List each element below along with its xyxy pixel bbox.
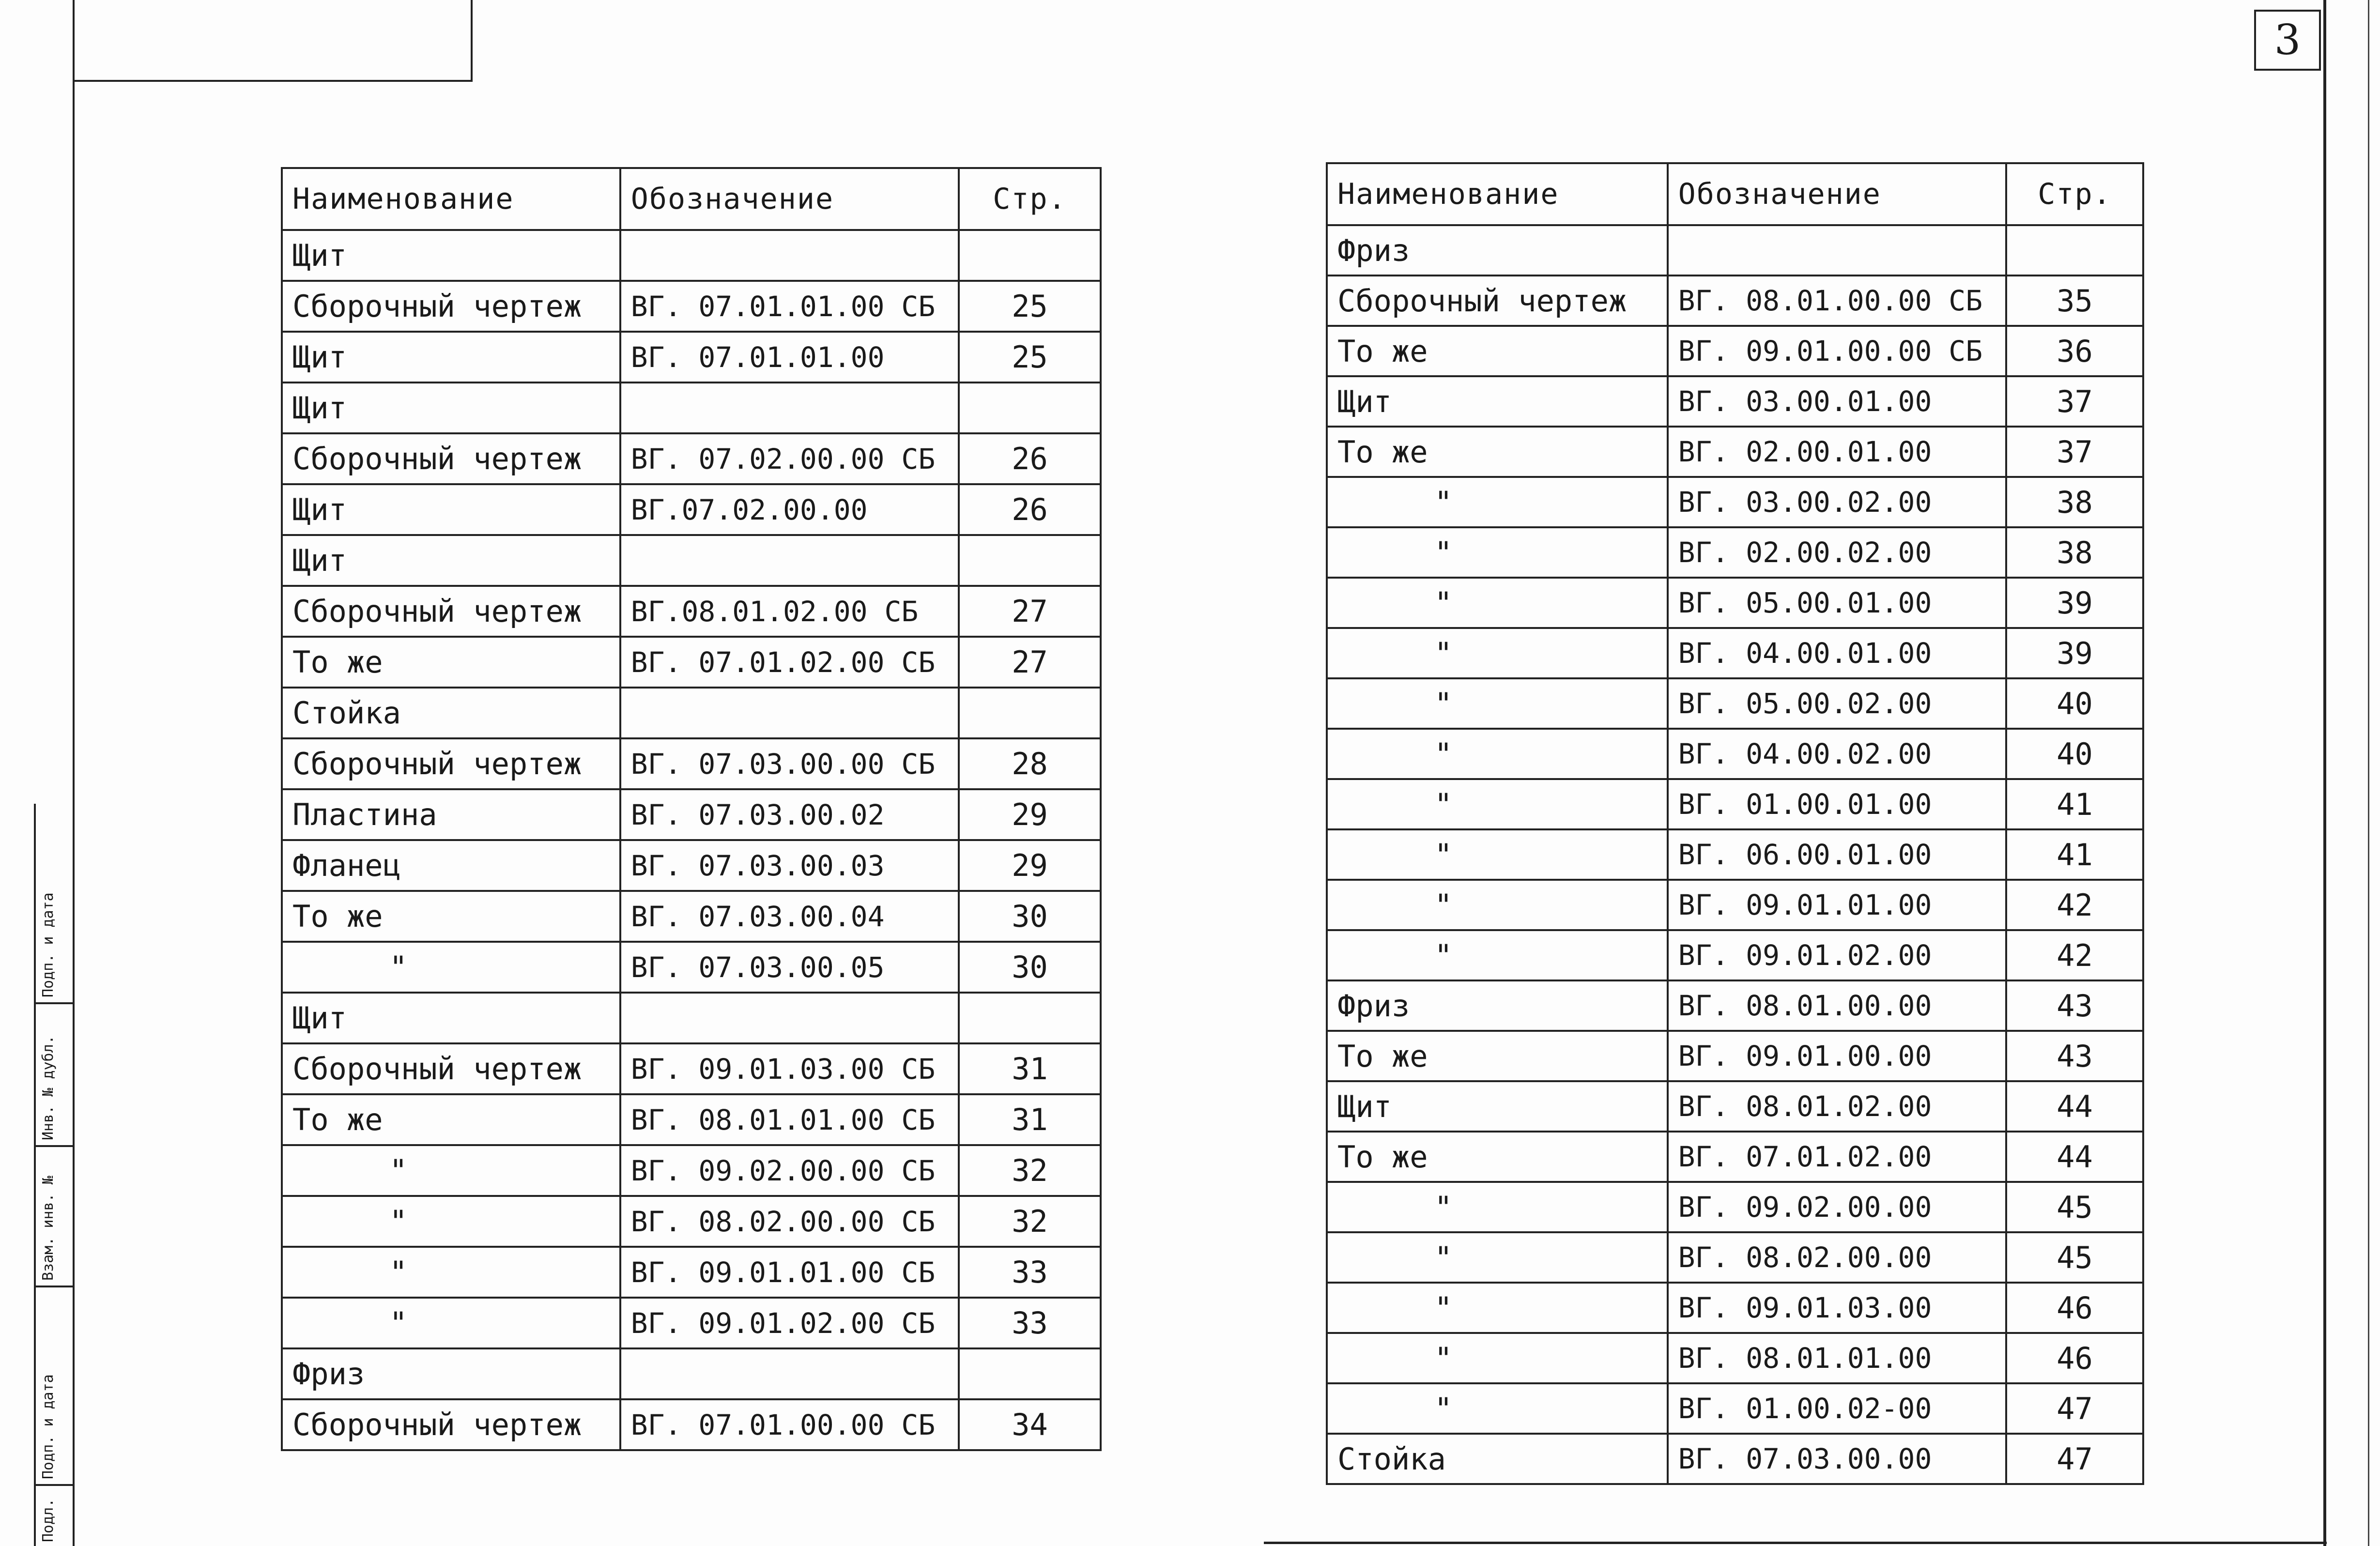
row-designation: ВГ. 09.01.00.00 СБ (1668, 326, 2006, 376)
row-page: 37 (2006, 376, 2143, 427)
row-designation: ВГ. 05.00.02.00 (1668, 678, 2006, 729)
row-designation: ВГ. 02.00.01.00 (1668, 427, 2006, 477)
table-row (282, 586, 1101, 637)
row-name: То же (1327, 326, 1668, 376)
row-name: Щит (282, 535, 620, 586)
row-designation: ВГ. 08.01.00.00 СБ (1668, 276, 2006, 326)
frame-bottom-border (1264, 1542, 2327, 1544)
row-designation: ВГ. 09.01.00.00 (1668, 1031, 2006, 1081)
row-name: Стойка (282, 688, 620, 738)
row-page: 38 (2006, 477, 2143, 527)
table-row (1327, 729, 2143, 779)
row-page: 39 (2006, 628, 2143, 678)
table-row (1327, 1232, 2143, 1283)
row-designation: ВГ. 09.02.00.00 (1668, 1182, 2006, 1232)
table-row (1327, 1283, 2143, 1333)
column-header-designation: Обозначение (620, 168, 959, 230)
table-row (282, 738, 1101, 789)
row-designation: ВГ.07.02.00.00 (620, 484, 959, 535)
row-name: Пластина (282, 789, 620, 840)
row-page (959, 688, 1101, 738)
row-designation: ВГ. 07.01.01.00 (620, 332, 959, 383)
table-row (282, 688, 1101, 738)
row-designation: ВГ. 09.01.01.00 (1668, 880, 2006, 930)
row-name: " (1327, 1333, 1668, 1383)
table-row (1327, 980, 2143, 1031)
row-name: " (282, 942, 620, 993)
row-page: 46 (2006, 1283, 2143, 1333)
row-designation (1668, 225, 2006, 276)
row-designation (620, 383, 959, 433)
table-row (282, 1145, 1101, 1196)
stamp-label: Подл. (40, 1498, 57, 1542)
row-name: Щит (282, 383, 620, 433)
row-designation: ВГ. 09.01.03.00 СБ (620, 1043, 959, 1094)
table-header-row (1327, 163, 2143, 225)
row-page: 47 (2006, 1434, 2143, 1484)
row-designation: ВГ. 08.01.02.00 (1668, 1081, 2006, 1132)
row-name: Щит (282, 484, 620, 535)
row-designation: ВГ. 07.03.00.00 СБ (620, 738, 959, 789)
row-page: 34 (959, 1399, 1101, 1450)
page-number: 3 (2254, 10, 2321, 71)
table-row (1327, 1081, 2143, 1132)
stamp-column (34, 804, 75, 1546)
row-page: 40 (2006, 678, 2143, 729)
row-name: Стойка (1327, 1434, 1668, 1484)
row-page: 41 (2006, 779, 2143, 829)
column-header-designation: Обозначение (1668, 163, 2006, 225)
row-page (959, 535, 1101, 586)
row-name: " (282, 1145, 620, 1196)
row-designation: ВГ. 08.02.00.00 СБ (620, 1196, 959, 1247)
row-designation: ВГ. 04.00.01.00 (1668, 628, 2006, 678)
column-header-name: Наименование (1327, 163, 1668, 225)
stamp-cell (36, 1484, 75, 1546)
row-designation: ВГ. 03.00.02.00 (1668, 477, 2006, 527)
row-designation (620, 688, 959, 738)
sheet-edge (2368, 0, 2369, 1546)
row-name: " (1327, 829, 1668, 880)
row-designation: ВГ. 09.02.00.00 СБ (620, 1145, 959, 1196)
row-name: " (1327, 729, 1668, 779)
table-row (282, 1094, 1101, 1145)
row-name: Фриз (282, 1348, 620, 1399)
row-name: То же (1327, 1031, 1668, 1081)
stamp-label: Подп. и дата (40, 1374, 57, 1479)
row-page: 29 (959, 840, 1101, 891)
row-name: " (1327, 779, 1668, 829)
row-name: Сборочный чертеж (282, 281, 620, 332)
table-row (1327, 1434, 2143, 1484)
table-row (1327, 477, 2143, 527)
row-designation: ВГ. 07.01.02.00 СБ (620, 637, 959, 688)
row-page (959, 230, 1101, 281)
row-designation: ВГ. 07.03.00.04 (620, 891, 959, 942)
table-row (282, 1298, 1101, 1348)
row-name: " (1327, 1232, 1668, 1283)
row-name: То же (282, 1094, 620, 1145)
table-row (282, 1247, 1101, 1298)
table-row (282, 891, 1101, 942)
row-name: Сборочный чертеж (282, 586, 620, 637)
row-page: 31 (959, 1043, 1101, 1094)
row-name: Сборочный чертеж (282, 1399, 620, 1450)
table-row (282, 433, 1101, 484)
row-designation: ВГ. 07.03.00.00 (1668, 1434, 2006, 1484)
row-name: " (1327, 1383, 1668, 1434)
row-page: 30 (959, 891, 1101, 942)
row-designation: ВГ. 07.02.00.00 СБ (620, 433, 959, 484)
row-designation: ВГ. 08.01.00.00 (1668, 980, 2006, 1031)
row-name: То же (282, 637, 620, 688)
row-page (959, 383, 1101, 433)
row-name: Фланец (282, 840, 620, 891)
row-name: " (1327, 930, 1668, 980)
row-page: 45 (2006, 1232, 2143, 1283)
table-row (1327, 779, 2143, 829)
table-row (1327, 1031, 2143, 1081)
row-designation (620, 1348, 959, 1399)
table-row (1327, 628, 2143, 678)
row-name: Щит (282, 230, 620, 281)
row-designation: ВГ. 06.00.01.00 (1668, 829, 2006, 880)
row-page: 32 (959, 1196, 1101, 1247)
table-row (282, 993, 1101, 1043)
row-designation: ВГ. 07.01.02.00 (1668, 1132, 2006, 1182)
table-row (1327, 1333, 2143, 1383)
row-name: " (282, 1247, 620, 1298)
row-designation: ВГ. 09.01.03.00 (1668, 1283, 2006, 1333)
contents-table-right (1326, 162, 2144, 1485)
table-row (1327, 930, 2143, 980)
table-row (1327, 427, 2143, 477)
row-name: То же (282, 891, 620, 942)
row-name: Сборочный чертеж (282, 1043, 620, 1094)
row-name: Сборочный чертеж (1327, 276, 1668, 326)
table-row (282, 1196, 1101, 1247)
row-designation: ВГ. 08.02.00.00 (1668, 1232, 2006, 1283)
row-name: Фриз (1327, 225, 1668, 276)
row-page: 39 (2006, 578, 2143, 628)
column-header-page: Стр. (959, 168, 1101, 230)
stamp-label: Инв. № дубл. (40, 1035, 57, 1140)
row-designation: ВГ. 05.00.01.00 (1668, 578, 2006, 628)
row-page: 47 (2006, 1383, 2143, 1434)
row-name: " (1327, 527, 1668, 578)
row-page: 44 (2006, 1081, 2143, 1132)
row-designation: ВГ. 03.00.01.00 (1668, 376, 2006, 427)
table-row (1327, 880, 2143, 930)
table-row (1327, 1132, 2143, 1182)
row-page (959, 1348, 1101, 1399)
table-row (1327, 376, 2143, 427)
row-page: 35 (2006, 276, 2143, 326)
row-name: " (1327, 1283, 1668, 1333)
row-name: " (1327, 477, 1668, 527)
row-designation: ВГ.08.01.02.00 СБ (620, 586, 959, 637)
row-page: 28 (959, 738, 1101, 789)
table-row (1327, 326, 2143, 376)
column-header-page: Стр. (2006, 163, 2143, 225)
row-name: Фриз (1327, 980, 1668, 1031)
stamp-cell (36, 804, 75, 1004)
table-row (1327, 678, 2143, 729)
row-name: Щит (1327, 376, 1668, 427)
side-stamp (0, 804, 75, 1546)
row-designation: ВГ. 07.01.01.00 СБ (620, 281, 959, 332)
row-designation (620, 993, 959, 1043)
table-row (282, 535, 1101, 586)
row-page: 31 (959, 1094, 1101, 1145)
row-page: 27 (959, 637, 1101, 688)
table-row (282, 332, 1101, 383)
table-row (1327, 225, 2143, 276)
row-designation: ВГ. 01.00.02-00 (1668, 1383, 2006, 1434)
row-designation: ВГ. 07.03.00.03 (620, 840, 959, 891)
row-page: 46 (2006, 1333, 2143, 1383)
top-left-corner-box (74, 0, 473, 82)
table-header-row (282, 168, 1101, 230)
table-row (282, 1043, 1101, 1094)
row-name: " (1327, 578, 1668, 628)
row-designation (620, 230, 959, 281)
row-page: 25 (959, 332, 1101, 383)
row-designation: ВГ. 08.01.01.00 СБ (620, 1094, 959, 1145)
row-designation: ВГ. 09.01.01.00 СБ (620, 1247, 959, 1298)
row-name: То же (1327, 1132, 1668, 1182)
table-row (1327, 578, 2143, 628)
row-name: " (1327, 678, 1668, 729)
table-row (282, 1399, 1101, 1450)
table-row (1327, 276, 2143, 326)
row-designation: ВГ. 09.01.02.00 СБ (620, 1298, 959, 1348)
stamp-label: Взам. инв. № (40, 1176, 57, 1281)
row-page: 42 (2006, 880, 2143, 930)
row-page: 37 (2006, 427, 2143, 477)
row-designation: ВГ. 07.03.00.05 (620, 942, 959, 993)
row-page: 30 (959, 942, 1101, 993)
row-page: 33 (959, 1247, 1101, 1298)
row-name: Сборочный чертеж (282, 433, 620, 484)
row-page: 42 (2006, 930, 2143, 980)
row-page: 43 (2006, 1031, 2143, 1081)
row-page: 26 (959, 484, 1101, 535)
row-designation: ВГ. 01.00.01.00 (1668, 779, 2006, 829)
row-name: " (1327, 628, 1668, 678)
table-row (1327, 527, 2143, 578)
contents-table-left (281, 167, 1102, 1451)
row-name: " (1327, 880, 1668, 930)
row-page: 40 (2006, 729, 2143, 779)
table-row (282, 230, 1101, 281)
row-page: 38 (2006, 527, 2143, 578)
row-page: 41 (2006, 829, 2143, 880)
table-row (282, 637, 1101, 688)
table-row (1327, 1383, 2143, 1434)
row-page (959, 993, 1101, 1043)
row-name: Щит (282, 332, 620, 383)
table-row (1327, 1182, 2143, 1232)
stamp-cell (36, 1286, 75, 1486)
row-name: Щит (282, 993, 620, 1043)
row-name: Щит (1327, 1081, 1668, 1132)
frame-right-border (2323, 0, 2326, 1546)
table-row (282, 1348, 1101, 1399)
row-name: " (1327, 1182, 1668, 1232)
table-row (282, 942, 1101, 993)
row-name: То же (1327, 427, 1668, 477)
row-designation: ВГ. 07.03.00.02 (620, 789, 959, 840)
row-page (2006, 225, 2143, 276)
row-page: 32 (959, 1145, 1101, 1196)
stamp-cell (36, 1145, 75, 1287)
row-designation: ВГ. 04.00.02.00 (1668, 729, 2006, 779)
row-designation: ВГ. 08.01.01.00 (1668, 1333, 2006, 1383)
table-row (1327, 829, 2143, 880)
row-page: 43 (2006, 980, 2143, 1031)
table-row (282, 383, 1101, 433)
table-row (282, 789, 1101, 840)
row-name: " (282, 1298, 620, 1348)
row-page: 27 (959, 586, 1101, 637)
row-page: 29 (959, 789, 1101, 840)
row-designation: ВГ. 02.00.02.00 (1668, 527, 2006, 578)
stamp-label: Подп. и дата (40, 892, 57, 997)
row-page: 26 (959, 433, 1101, 484)
row-page: 25 (959, 281, 1101, 332)
stamp-cell (36, 1002, 75, 1147)
row-page: 45 (2006, 1182, 2143, 1232)
table-row (282, 484, 1101, 535)
row-designation: ВГ. 07.01.00.00 СБ (620, 1399, 959, 1450)
row-designation (620, 535, 959, 586)
row-page: 44 (2006, 1132, 2143, 1182)
row-name: " (282, 1196, 620, 1247)
row-page: 33 (959, 1298, 1101, 1348)
column-header-name: Наименование (282, 168, 620, 230)
row-designation: ВГ. 09.01.02.00 (1668, 930, 2006, 980)
table-row (282, 281, 1101, 332)
row-page: 36 (2006, 326, 2143, 376)
row-name: Сборочный чертеж (282, 738, 620, 789)
table-row (282, 840, 1101, 891)
